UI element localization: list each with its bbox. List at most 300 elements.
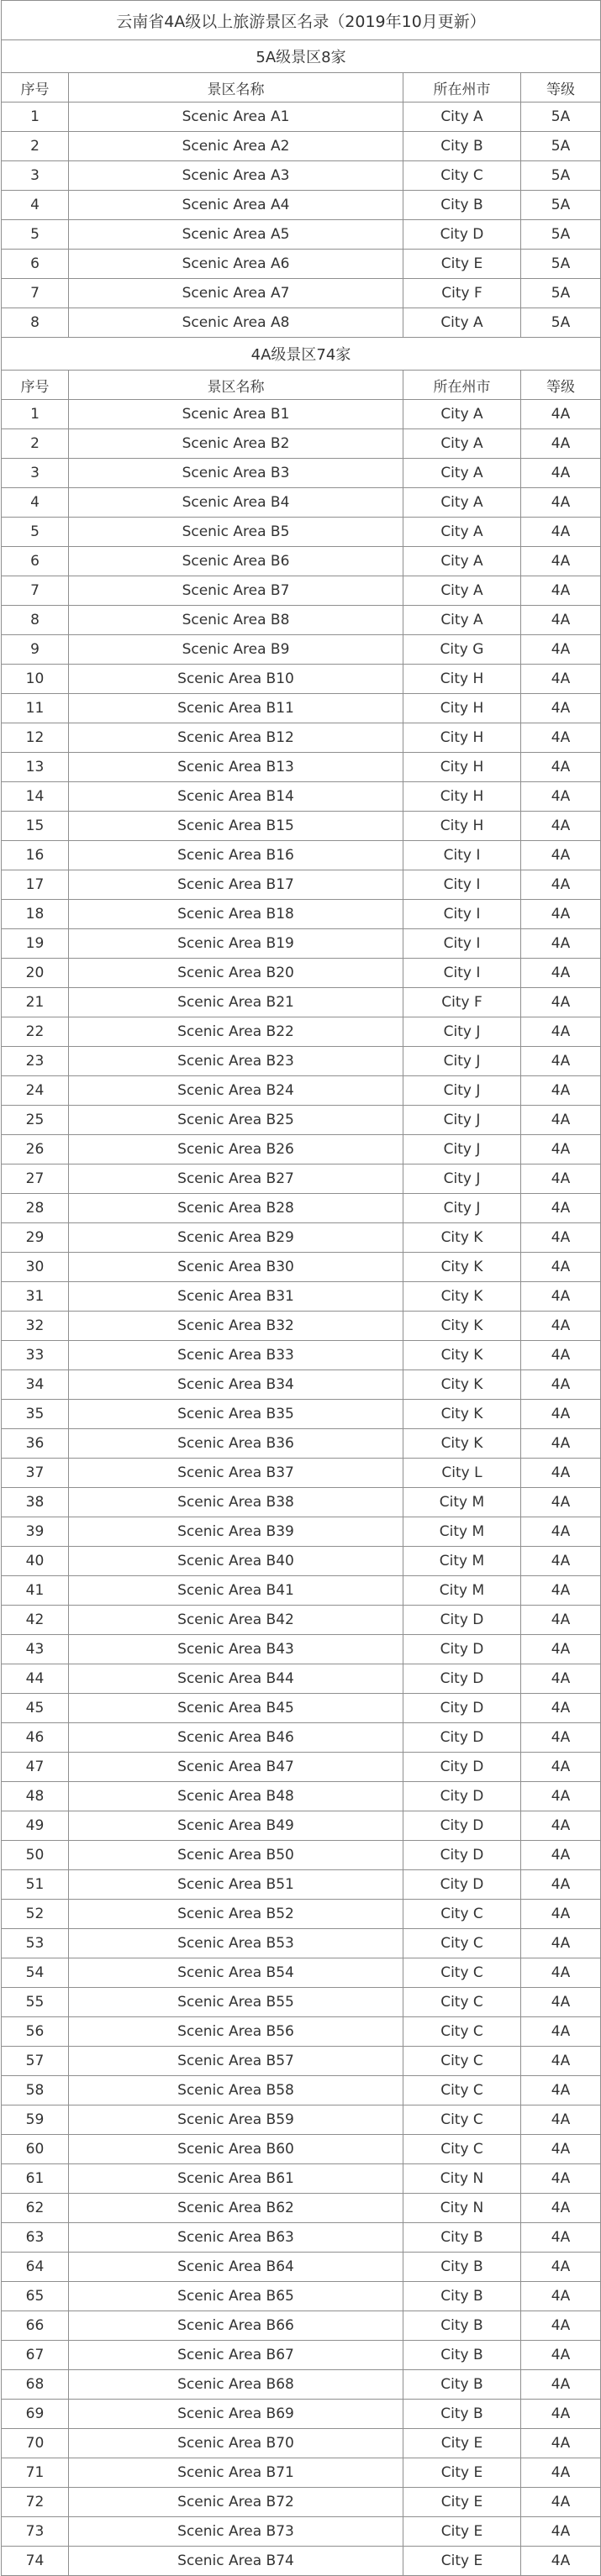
cell-city: City D bbox=[403, 220, 521, 250]
cell-scenic-name: Scenic Area B35 bbox=[69, 1400, 403, 1429]
cell-scenic-name: Scenic Area B22 bbox=[69, 1017, 403, 1047]
cell-city: City C bbox=[403, 1900, 521, 1929]
table-row bbox=[2, 2311, 601, 2341]
cell-level: 4A bbox=[521, 1312, 601, 1341]
table-row bbox=[2, 1194, 601, 1223]
cell-city: City F bbox=[403, 279, 521, 308]
cell-level: 4A bbox=[521, 1135, 601, 1164]
cell-scenic-name: Scenic Area B46 bbox=[69, 1723, 403, 1753]
title-row bbox=[2, 1, 601, 40]
cell-number: 34 bbox=[2, 1370, 69, 1400]
cell-level: 4A bbox=[521, 1370, 601, 1400]
cell-number: 64 bbox=[2, 2253, 69, 2282]
cell-level: 5A bbox=[521, 308, 601, 338]
header-level: 等级 bbox=[521, 73, 601, 103]
cell-level: 4A bbox=[521, 2547, 601, 2576]
cell-city: City K bbox=[403, 1400, 521, 1429]
cell-level: 4A bbox=[521, 2311, 601, 2341]
cell-scenic-name: Scenic Area B52 bbox=[69, 1900, 403, 1929]
cell-scenic-name: Scenic Area B49 bbox=[69, 1811, 403, 1841]
cell-city: City J bbox=[403, 1017, 521, 1047]
cell-number: 57 bbox=[2, 2047, 69, 2076]
cell-scenic-name: Scenic Area B58 bbox=[69, 2076, 403, 2105]
table-row bbox=[2, 103, 601, 132]
cell-number: 16 bbox=[2, 841, 69, 870]
cell-scenic-name: Scenic Area B60 bbox=[69, 2135, 403, 2164]
cell-scenic-name: Scenic Area B23 bbox=[69, 1047, 403, 1076]
cell-city: City A bbox=[403, 518, 521, 547]
cell-scenic-name: Scenic Area B69 bbox=[69, 2400, 403, 2429]
cell-scenic-name: Scenic Area B36 bbox=[69, 1429, 403, 1459]
cell-number: 2 bbox=[2, 429, 69, 459]
cell-scenic-name: Scenic Area B9 bbox=[69, 635, 403, 665]
cell-number: 43 bbox=[2, 1635, 69, 1664]
cell-number: 35 bbox=[2, 1400, 69, 1429]
cell-level: 4A bbox=[521, 1694, 601, 1723]
cell-scenic-name: Scenic Area B10 bbox=[69, 665, 403, 694]
cell-city: City M bbox=[403, 1576, 521, 1606]
cell-number: 7 bbox=[2, 576, 69, 606]
cell-city: City B bbox=[403, 2341, 521, 2370]
cell-city: City I bbox=[403, 929, 521, 959]
cell-scenic-name: Scenic Area B25 bbox=[69, 1106, 403, 1135]
cell-scenic-name: Scenic Area B57 bbox=[69, 2047, 403, 2076]
table-row bbox=[2, 161, 601, 191]
cell-level: 4A bbox=[521, 1253, 601, 1282]
cell-number: 14 bbox=[2, 782, 69, 812]
cell-city: City I bbox=[403, 870, 521, 900]
table-row bbox=[2, 1753, 601, 1782]
table-row bbox=[2, 518, 601, 547]
cell-city: City E bbox=[403, 2429, 521, 2458]
cell-level: 4A bbox=[521, 547, 601, 576]
cell-city: City M bbox=[403, 1547, 521, 1576]
header-row-5a bbox=[2, 73, 601, 103]
cell-scenic-name: Scenic Area B30 bbox=[69, 1253, 403, 1282]
cell-city: City A bbox=[403, 459, 521, 488]
cell-city: City D bbox=[403, 1841, 521, 1870]
cell-scenic-name: Scenic Area B40 bbox=[69, 1547, 403, 1576]
cell-number: 8 bbox=[2, 606, 69, 635]
cell-level: 4A bbox=[521, 400, 601, 429]
table-row bbox=[2, 2282, 601, 2311]
cell-level: 4A bbox=[521, 929, 601, 959]
table-row bbox=[2, 1047, 601, 1076]
cell-scenic-name: Scenic Area B45 bbox=[69, 1694, 403, 1723]
cell-city: City I bbox=[403, 959, 521, 988]
table-row bbox=[2, 753, 601, 782]
table-row bbox=[2, 1547, 601, 1576]
cell-scenic-name: Scenic Area B41 bbox=[69, 1576, 403, 1606]
cell-number: 44 bbox=[2, 1664, 69, 1694]
table-row bbox=[2, 606, 601, 635]
cell-number: 19 bbox=[2, 929, 69, 959]
cell-number: 51 bbox=[2, 1870, 69, 1900]
cell-level: 4A bbox=[521, 1900, 601, 1929]
cell-number: 21 bbox=[2, 988, 69, 1017]
cell-scenic-name: Scenic Area B67 bbox=[69, 2341, 403, 2370]
cell-number: 58 bbox=[2, 2076, 69, 2105]
cell-level: 5A bbox=[521, 103, 601, 132]
cell-level: 4A bbox=[521, 1753, 601, 1782]
cell-level: 4A bbox=[521, 2488, 601, 2517]
cell-level: 4A bbox=[521, 2223, 601, 2253]
cell-number: 13 bbox=[2, 753, 69, 782]
cell-level: 4A bbox=[521, 1341, 601, 1370]
cell-level: 4A bbox=[521, 2164, 601, 2194]
section-title-5a: 5A级景区8家 bbox=[2, 40, 601, 73]
cell-level: 4A bbox=[521, 723, 601, 753]
cell-scenic-name: Scenic Area A8 bbox=[69, 308, 403, 338]
cell-level: 4A bbox=[521, 2282, 601, 2311]
table-row bbox=[2, 1106, 601, 1135]
cell-city: City H bbox=[403, 723, 521, 753]
cell-level: 4A bbox=[521, 1811, 601, 1841]
cell-scenic-name: Scenic Area B24 bbox=[69, 1076, 403, 1106]
table-title: 云南省4A级以上旅游景区名录（2019年10月更新） bbox=[2, 1, 601, 40]
cell-scenic-name: Scenic Area B32 bbox=[69, 1312, 403, 1341]
table-row bbox=[2, 694, 601, 723]
cell-number: 6 bbox=[2, 547, 69, 576]
cell-city: City D bbox=[403, 1694, 521, 1723]
cell-number: 62 bbox=[2, 2194, 69, 2223]
cell-number: 68 bbox=[2, 2370, 69, 2400]
cell-city: City E bbox=[403, 2547, 521, 2576]
cell-number: 4 bbox=[2, 488, 69, 518]
cell-level: 5A bbox=[521, 279, 601, 308]
cell-scenic-name: Scenic Area B74 bbox=[69, 2547, 403, 2576]
cell-level: 4A bbox=[521, 2076, 601, 2105]
cell-city: City A bbox=[403, 488, 521, 518]
cell-level: 4A bbox=[521, 1988, 601, 2017]
cell-number: 41 bbox=[2, 1576, 69, 1606]
cell-level: 4A bbox=[521, 2517, 601, 2547]
cell-city: City D bbox=[403, 1811, 521, 1841]
cell-scenic-name: Scenic Area B33 bbox=[69, 1341, 403, 1370]
cell-city: City M bbox=[403, 1488, 521, 1517]
cell-city: City K bbox=[403, 1223, 521, 1253]
table-row bbox=[2, 308, 601, 338]
cell-scenic-name: Scenic Area B11 bbox=[69, 694, 403, 723]
cell-level: 4A bbox=[521, 2135, 601, 2164]
cell-number: 45 bbox=[2, 1694, 69, 1723]
cell-city: City J bbox=[403, 1135, 521, 1164]
cell-level: 4A bbox=[521, 1870, 601, 1900]
table-row bbox=[2, 1135, 601, 1164]
cell-number: 8 bbox=[2, 308, 69, 338]
cell-city: City B bbox=[403, 2282, 521, 2311]
cell-scenic-name: Scenic Area B16 bbox=[69, 841, 403, 870]
cell-scenic-name: Scenic Area B72 bbox=[69, 2488, 403, 2517]
cell-number: 3 bbox=[2, 459, 69, 488]
cell-level: 5A bbox=[521, 132, 601, 161]
cell-number: 48 bbox=[2, 1782, 69, 1811]
cell-city: City K bbox=[403, 1370, 521, 1400]
cell-level: 4A bbox=[521, 1047, 601, 1076]
cell-number: 56 bbox=[2, 2017, 69, 2047]
cell-scenic-name: Scenic Area B5 bbox=[69, 518, 403, 547]
table-row bbox=[2, 2547, 601, 2576]
cell-city: City J bbox=[403, 1164, 521, 1194]
cell-scenic-name: Scenic Area B27 bbox=[69, 1164, 403, 1194]
cell-number: 65 bbox=[2, 2282, 69, 2311]
cell-city: City C bbox=[403, 161, 521, 191]
cell-number: 5 bbox=[2, 220, 69, 250]
cell-level: 4A bbox=[521, 635, 601, 665]
table-row bbox=[2, 279, 601, 308]
table-row bbox=[2, 1576, 601, 1606]
table-row bbox=[2, 488, 601, 518]
table-row bbox=[2, 900, 601, 929]
cell-level: 4A bbox=[521, 488, 601, 518]
table-row bbox=[2, 191, 601, 220]
cell-scenic-name: Scenic Area A3 bbox=[69, 161, 403, 191]
cell-city: City I bbox=[403, 841, 521, 870]
scenic-area-table bbox=[1, 0, 601, 2576]
cell-number: 59 bbox=[2, 2105, 69, 2135]
cell-number: 54 bbox=[2, 1958, 69, 1988]
cell-number: 60 bbox=[2, 2135, 69, 2164]
cell-level: 4A bbox=[521, 1194, 601, 1223]
cell-level: 4A bbox=[521, 782, 601, 812]
cell-number: 40 bbox=[2, 1547, 69, 1576]
cell-city: City A bbox=[403, 576, 521, 606]
table-row bbox=[2, 2135, 601, 2164]
cell-level: 4A bbox=[521, 2047, 601, 2076]
cell-city: City C bbox=[403, 2017, 521, 2047]
cell-number: 11 bbox=[2, 694, 69, 723]
table-row bbox=[2, 1635, 601, 1664]
cell-level: 4A bbox=[521, 812, 601, 841]
cell-level: 4A bbox=[521, 1282, 601, 1312]
table-row bbox=[2, 782, 601, 812]
cell-level: 4A bbox=[521, 576, 601, 606]
cell-city: City B bbox=[403, 2223, 521, 2253]
cell-number: 20 bbox=[2, 959, 69, 988]
cell-scenic-name: Scenic Area B14 bbox=[69, 782, 403, 812]
cell-scenic-name: Scenic Area B3 bbox=[69, 459, 403, 488]
table-row bbox=[2, 1459, 601, 1488]
cell-city: City H bbox=[403, 694, 521, 723]
table-row bbox=[2, 2076, 601, 2105]
cell-number: 49 bbox=[2, 1811, 69, 1841]
cell-city: City C bbox=[403, 2047, 521, 2076]
table-row bbox=[2, 400, 601, 429]
cell-scenic-name: Scenic Area B50 bbox=[69, 1841, 403, 1870]
cell-city: City B bbox=[403, 2370, 521, 2400]
table-row bbox=[2, 1400, 601, 1429]
cell-level: 4A bbox=[521, 2341, 601, 2370]
cell-city: City B bbox=[403, 191, 521, 220]
cell-city: City J bbox=[403, 1106, 521, 1135]
table-row bbox=[2, 988, 601, 1017]
cell-city: City C bbox=[403, 2076, 521, 2105]
table-row bbox=[2, 2400, 601, 2429]
table-row bbox=[2, 2458, 601, 2488]
cell-scenic-name: Scenic Area B26 bbox=[69, 1135, 403, 1164]
table-row bbox=[2, 1429, 601, 1459]
cell-number: 67 bbox=[2, 2341, 69, 2370]
cell-scenic-name: Scenic Area B18 bbox=[69, 900, 403, 929]
cell-scenic-name: Scenic Area B65 bbox=[69, 2282, 403, 2311]
cell-city: City A bbox=[403, 308, 521, 338]
cell-scenic-name: Scenic Area B37 bbox=[69, 1459, 403, 1488]
cell-number: 12 bbox=[2, 723, 69, 753]
cell-city: City N bbox=[403, 2194, 521, 2223]
table-row bbox=[2, 1076, 601, 1106]
cell-number: 69 bbox=[2, 2400, 69, 2429]
cell-city: City K bbox=[403, 1253, 521, 1282]
cell-scenic-name: Scenic Area B53 bbox=[69, 1929, 403, 1958]
cell-scenic-name: Scenic Area B20 bbox=[69, 959, 403, 988]
cell-level: 4A bbox=[521, 694, 601, 723]
table-row bbox=[2, 2253, 601, 2282]
cell-scenic-name: Scenic Area A4 bbox=[69, 191, 403, 220]
table-row bbox=[2, 1606, 601, 1635]
cell-city: City E bbox=[403, 2517, 521, 2547]
cell-level: 4A bbox=[521, 1517, 601, 1547]
cell-scenic-name: Scenic Area B62 bbox=[69, 2194, 403, 2223]
cell-number: 71 bbox=[2, 2458, 69, 2488]
table-row bbox=[2, 1341, 601, 1370]
cell-scenic-name: Scenic Area B29 bbox=[69, 1223, 403, 1253]
table-row bbox=[2, 1782, 601, 1811]
cell-scenic-name: Scenic Area B17 bbox=[69, 870, 403, 900]
cell-level: 4A bbox=[521, 2017, 601, 2047]
cell-city: City B bbox=[403, 132, 521, 161]
cell-scenic-name: Scenic Area B71 bbox=[69, 2458, 403, 2488]
cell-number: 74 bbox=[2, 2547, 69, 2576]
table-row bbox=[2, 2488, 601, 2517]
table-row bbox=[2, 870, 601, 900]
section-title-4a: 4A级景区74家 bbox=[2, 338, 601, 371]
table-row bbox=[2, 1164, 601, 1194]
table-row bbox=[2, 429, 601, 459]
cell-number: 15 bbox=[2, 812, 69, 841]
cell-city: City A bbox=[403, 547, 521, 576]
cell-city: City C bbox=[403, 2105, 521, 2135]
cell-number: 37 bbox=[2, 1459, 69, 1488]
cell-number: 17 bbox=[2, 870, 69, 900]
cell-city: City J bbox=[403, 1194, 521, 1223]
cell-number: 3 bbox=[2, 161, 69, 191]
cell-level: 4A bbox=[521, 1782, 601, 1811]
cell-level: 4A bbox=[521, 870, 601, 900]
cell-scenic-name: Scenic Area B55 bbox=[69, 1988, 403, 2017]
cell-scenic-name: Scenic Area B21 bbox=[69, 988, 403, 1017]
cell-city: City L bbox=[403, 1459, 521, 1488]
cell-scenic-name: Scenic Area B70 bbox=[69, 2429, 403, 2458]
cell-number: 33 bbox=[2, 1341, 69, 1370]
cell-number: 61 bbox=[2, 2164, 69, 2194]
cell-city: City C bbox=[403, 1929, 521, 1958]
cell-scenic-name: Scenic Area A6 bbox=[69, 250, 403, 279]
cell-city: City D bbox=[403, 1782, 521, 1811]
cell-city: City D bbox=[403, 1606, 521, 1635]
cell-number: 29 bbox=[2, 1223, 69, 1253]
cell-level: 4A bbox=[521, 606, 601, 635]
table-row bbox=[2, 723, 601, 753]
cell-number: 70 bbox=[2, 2429, 69, 2458]
cell-number: 55 bbox=[2, 1988, 69, 2017]
cell-number: 1 bbox=[2, 400, 69, 429]
cell-number: 52 bbox=[2, 1900, 69, 1929]
cell-number: 6 bbox=[2, 250, 69, 279]
cell-level: 4A bbox=[521, 2253, 601, 2282]
table-row bbox=[2, 1253, 601, 1282]
cell-level: 4A bbox=[521, 1635, 601, 1664]
cell-level: 4A bbox=[521, 1164, 601, 1194]
section-row-5a bbox=[2, 40, 601, 73]
cell-scenic-name: Scenic Area B6 bbox=[69, 547, 403, 576]
cell-scenic-name: Scenic Area B34 bbox=[69, 1370, 403, 1400]
cell-level: 4A bbox=[521, 959, 601, 988]
cell-city: City C bbox=[403, 2135, 521, 2164]
table-row bbox=[2, 2341, 601, 2370]
table-row bbox=[2, 1723, 601, 1753]
header-name: 景区名称 bbox=[69, 371, 403, 400]
cell-city: City F bbox=[403, 988, 521, 1017]
cell-level: 4A bbox=[521, 2105, 601, 2135]
section-row-4a bbox=[2, 338, 601, 371]
cell-scenic-name: Scenic Area B68 bbox=[69, 2370, 403, 2400]
cell-number: 18 bbox=[2, 900, 69, 929]
cell-scenic-name: Scenic Area B31 bbox=[69, 1282, 403, 1312]
cell-level: 5A bbox=[521, 161, 601, 191]
header-row-4a bbox=[2, 371, 601, 400]
table-row bbox=[2, 547, 601, 576]
cell-city: City D bbox=[403, 1664, 521, 1694]
table-row bbox=[2, 1488, 601, 1517]
cell-city: City A bbox=[403, 103, 521, 132]
cell-number: 50 bbox=[2, 1841, 69, 1870]
cell-number: 27 bbox=[2, 1164, 69, 1194]
header-no: 序号 bbox=[2, 73, 69, 103]
cell-city: City C bbox=[403, 1958, 521, 1988]
cell-scenic-name: Scenic Area B12 bbox=[69, 723, 403, 753]
table-row bbox=[2, 2429, 601, 2458]
cell-level: 4A bbox=[521, 2370, 601, 2400]
cell-scenic-name: Scenic Area B39 bbox=[69, 1517, 403, 1547]
table-row bbox=[2, 2194, 601, 2223]
cell-level: 4A bbox=[521, 1723, 601, 1753]
cell-number: 39 bbox=[2, 1517, 69, 1547]
cell-city: City A bbox=[403, 400, 521, 429]
table-row bbox=[2, 1017, 601, 1047]
cell-number: 9 bbox=[2, 635, 69, 665]
table-row bbox=[2, 1929, 601, 1958]
cell-city: City J bbox=[403, 1076, 521, 1106]
cell-city: City H bbox=[403, 812, 521, 841]
table-row bbox=[2, 1988, 601, 2017]
cell-level: 4A bbox=[521, 1664, 601, 1694]
cell-scenic-name: Scenic Area B73 bbox=[69, 2517, 403, 2547]
header-city: 所在州市 bbox=[403, 371, 521, 400]
cell-number: 2 bbox=[2, 132, 69, 161]
cell-level: 4A bbox=[521, 900, 601, 929]
table-row bbox=[2, 1811, 601, 1841]
cell-number: 73 bbox=[2, 2517, 69, 2547]
table-row bbox=[2, 959, 601, 988]
cell-scenic-name: Scenic Area B56 bbox=[69, 2017, 403, 2047]
table-row bbox=[2, 841, 601, 870]
cell-city: City E bbox=[403, 2458, 521, 2488]
cell-scenic-name: Scenic Area B4 bbox=[69, 488, 403, 518]
cell-scenic-name: Scenic Area B43 bbox=[69, 1635, 403, 1664]
cell-number: 47 bbox=[2, 1753, 69, 1782]
cell-scenic-name: Scenic Area B59 bbox=[69, 2105, 403, 2135]
header-name: 景区名称 bbox=[69, 73, 403, 103]
